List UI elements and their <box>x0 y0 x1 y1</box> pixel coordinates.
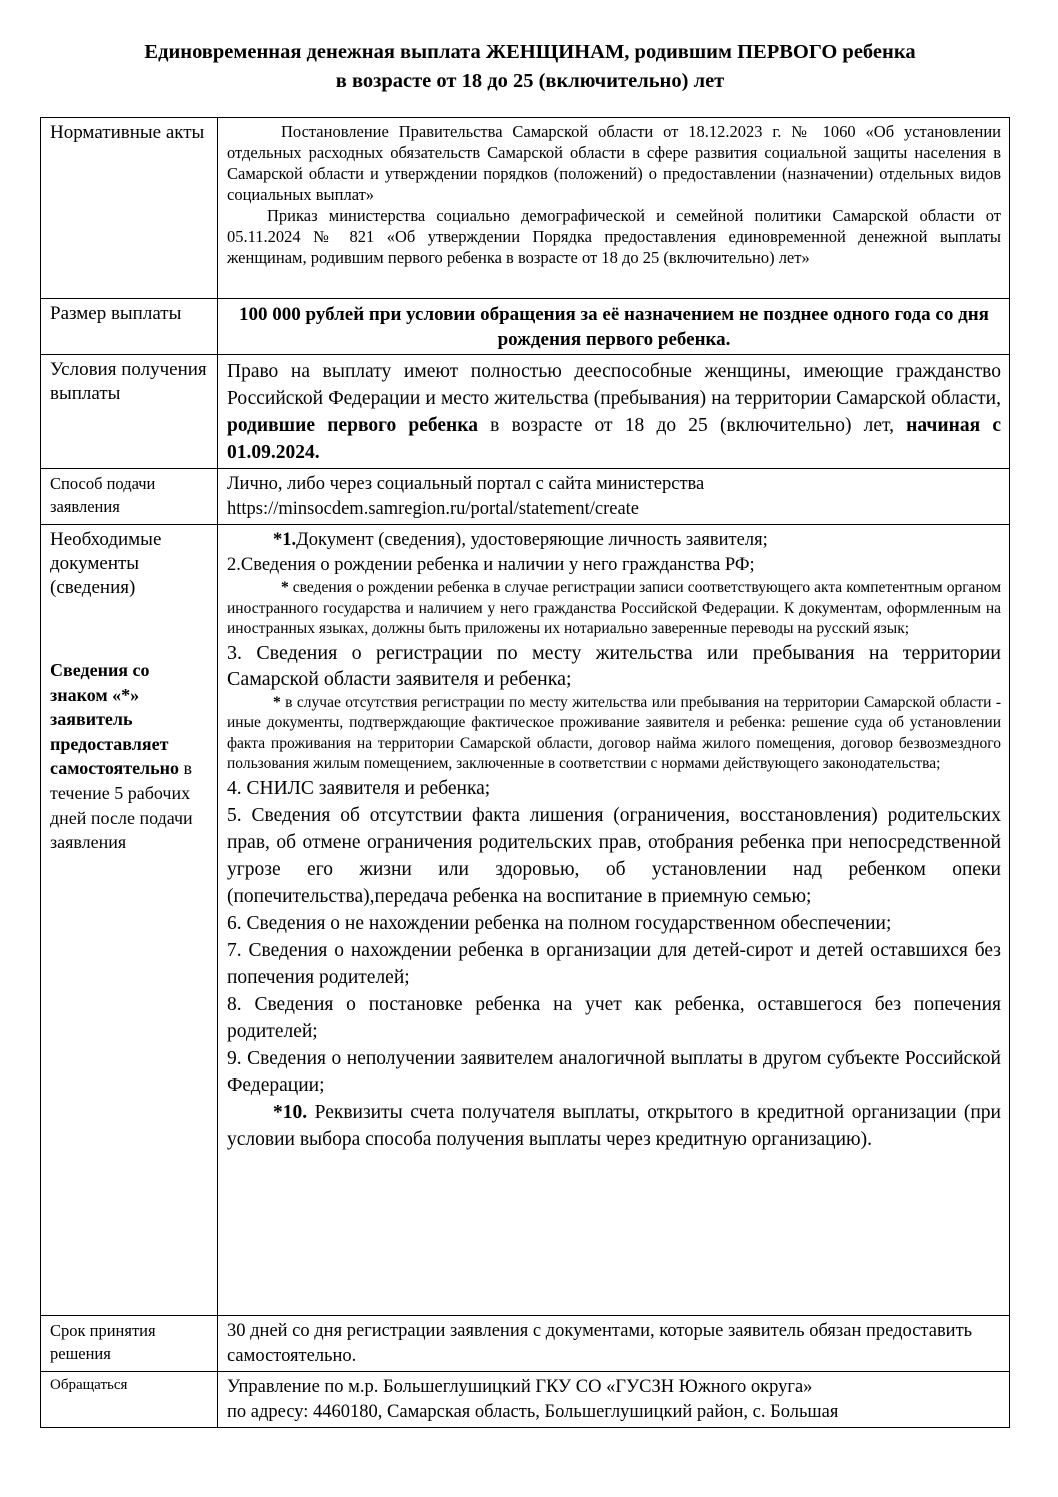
contact-address: по адресу: 4460180, Самарская область, Большеглушицкий район, с. Большая <box>227 1402 839 1422</box>
content-conditions <box>218 355 1010 469</box>
label-conditions: Условия получения выплаты <box>41 355 218 469</box>
row-application-method <box>41 469 1010 525</box>
act-resolution: Постановление Правительства Самарской области от 18.12.2023 г. № 1060 «Об установлении отдельных расходных обязательств Самарской области в сфере развития социальной защиты населения в Самарской области и утверждении порядков (положений) о предоставлении (назначении) отдельных видов социальных выплат» <box>227 122 1001 204</box>
doc-item-4: 4. СНИЛС заявителя и ребенка; <box>227 777 491 799</box>
content-required-documents <box>218 525 1010 1316</box>
info-table <box>40 117 1010 1428</box>
doc-item-7: 7. Сведения о нахождении ребенка в организации для детей-сирот и детей оставшихся без попечения родителей; <box>227 939 1001 988</box>
content-normative-acts <box>218 118 1010 299</box>
doc-item-2: 2.Сведения о рождении ребенка и наличии у него гражданства РФ; <box>227 555 755 575</box>
content-payment-amount: 100 000 рублей при условии обращения за её назначением не позднее одного года со дня рождения первого ребенка. <box>218 299 1010 355</box>
documents-label: Необходимые документы (сведения) <box>50 529 162 598</box>
note-regular-part: в течение 5 рабочих дней после подачи заявления <box>50 758 193 853</box>
row-contact <box>41 1372 1010 1428</box>
label-contact: Обращаться <box>41 1372 218 1428</box>
note-bold-part: Сведения со знаком «*» заявитель предоставляет самостоятельно <box>50 660 180 779</box>
content-decision-deadline: 30 дней со дня регистрации заявления с документами, которые заявитель обязан предоставить самостоятельно. <box>218 1316 1010 1372</box>
content-application-method <box>218 469 1010 525</box>
doc-item-10: *10. Реквизиты счета получателя выплаты, открытого в кредитной организации (при условии выбора способа получения выплаты через кредитную организацию). <box>227 1101 1001 1150</box>
doc-item-9: 9. Сведения о неполучении заявителем аналогичной выплаты в другом субъекте Российской Федерации; <box>227 1047 1001 1096</box>
row-conditions <box>41 355 1010 469</box>
conditions-text-2: в возрасте от 18 до 25 (включительно) лет, <box>477 415 907 436</box>
title-line-2: в возрасте от 18 до 25 (включительно) лет <box>335 70 725 92</box>
row-payment-amount <box>41 299 1010 355</box>
doc-item-2-note: * сведения о рождении ребенка в случае регистрации записи соответствующего акта компетентным органом иностранного государства и наличием у него гражданства Российской Федерации. К документам, оформленным на иностранных языках, должны быть приложены их нотариально заверенные переводы на русский язык; <box>227 579 1001 637</box>
doc-item-3-note: * в случае отсутствия регистрации по месту жительства или пребывания на территории Самарской области - иные документы, подтверждающие фактическое проживание заявителя и ребенка: решение суда об установлении факта проживания на территории Самарской области, договор найма жилого помещения, договор безвозмездного пользования жилым помещением, заключенные в соответствии с нормами действующего законодательства; <box>227 693 1001 772</box>
contact-office: Управление по м.р. Большеглушицкий ГКУ СО «ГУСЗН Южного округа» <box>227 1377 813 1397</box>
act-order: Приказ министерства социально демографической и семейной политики Самарской области от 05.11.2024 № 821 «Об утверждении Порядка предоставления единовременной денежной выплаты женщинам, родившим первого ребенка в возрасте от 18 до 25 (включительно) лет» <box>227 206 1001 267</box>
conditions-bold-start-date: начиная с 01.09.2024. <box>227 415 1001 463</box>
label-required-documents <box>41 525 218 1316</box>
doc-item-1: *1.Документ (сведения), удостоверяющие личность заявителя; <box>273 530 768 550</box>
portal-link[interactable]: https://minsocdem.samregion.ru/portal/statement/create <box>227 499 640 519</box>
label-decision-deadline: Срок принятия решения <box>41 1316 218 1372</box>
doc-item-5: 5. Сведения об отсутствии факта лишения (ограничения, восстановления) родительских прав, об отмене ограничения родительских прав, отобрания ребенка при непосредственной угрозе его жизни или здоровью, об установлении над ребенком опеки (попечительства),передача ребенка на воспитание в приемную семью; <box>227 804 1001 907</box>
label-normative-acts: Нормативные акты <box>41 118 218 299</box>
document-title <box>60 38 1000 96</box>
doc-item-3: 3. Сведения о регистрации по месту жительства или пребывания на территории Самарской области заявителя и ребенка; <box>227 641 1001 690</box>
documents-asterisk-note <box>50 658 209 855</box>
row-required-documents <box>41 525 1010 1316</box>
content-contact <box>218 1372 1010 1428</box>
label-application-method: Способ подачи заявления <box>41 469 218 525</box>
method-text: Лично, либо через социальный портал с сайта министерства <box>227 474 705 494</box>
row-normative-acts <box>41 118 1010 299</box>
title-line-1: Единовременная денежная выплата ЖЕНЩИНАМ, родившим ПЕРВОГО ребенка <box>144 41 916 63</box>
doc-item-6: 6. Сведения о не нахождении ребенка на полном государственном обеспечении; <box>227 912 892 934</box>
conditions-bold-first-child: родившие первого ребенка <box>227 415 478 436</box>
conditions-text-1: Право на выплату имеют полностью дееспособные женщины, имеющие гражданство Российской Федерации и место жительства (пребывания) на территории Самарской области, <box>227 361 1001 409</box>
row-decision-deadline <box>41 1316 1010 1372</box>
label-payment-amount: Размер выплаты <box>41 299 218 355</box>
doc-item-8: 8. Сведения о постановке ребенка на учет как ребенка, оставшегося без попечения родителей; <box>227 993 1001 1042</box>
